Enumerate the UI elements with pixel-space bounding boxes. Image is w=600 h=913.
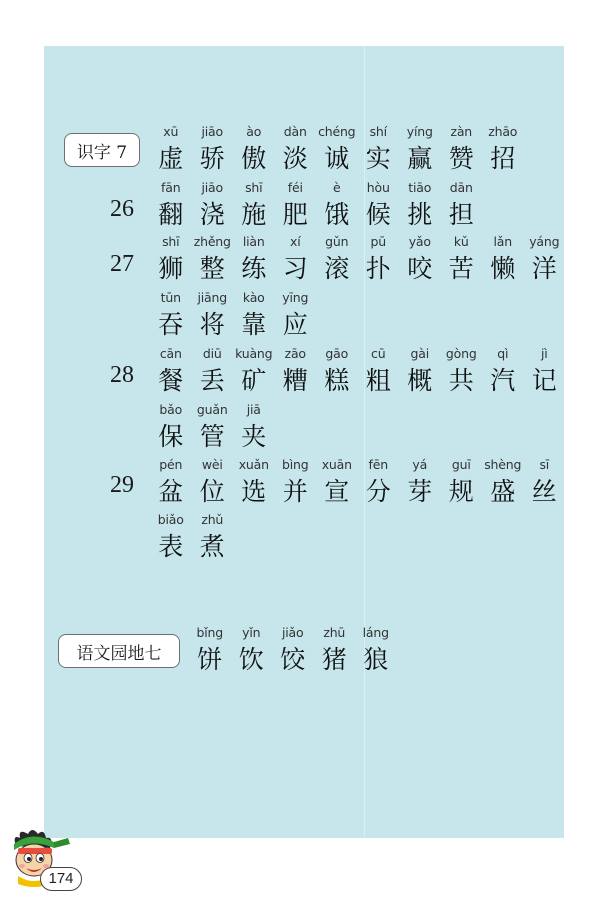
- hanzi: 练: [241, 254, 267, 283]
- hanzi: 饮: [238, 645, 264, 674]
- hanzi: 饼: [197, 645, 223, 674]
- char-cell: [150, 455, 192, 509]
- pinyin: yǐn: [242, 625, 261, 640]
- hanzi: 宣: [324, 477, 350, 506]
- pinyin: kuàng: [235, 346, 273, 361]
- char-cell: [275, 288, 317, 342]
- hanzi: 表: [158, 532, 184, 561]
- char-cell: [192, 344, 234, 398]
- char-cell: [233, 232, 275, 286]
- pinyin: zhǔ: [201, 512, 224, 527]
- pinyin: gāo: [325, 346, 349, 361]
- char-cell: [358, 455, 400, 509]
- pinyin: pū: [370, 234, 386, 249]
- page-number: 174: [40, 867, 82, 891]
- hanzi: 咬: [407, 254, 433, 283]
- pinyin: féi: [287, 180, 303, 195]
- char-cell: [441, 455, 483, 509]
- hanzi: 虚: [158, 144, 184, 173]
- char-cell: [316, 178, 358, 232]
- char-cell: [233, 122, 275, 176]
- hanzi: 候: [365, 200, 391, 229]
- hanzi: 共: [448, 366, 474, 395]
- char-cell: [524, 455, 566, 509]
- pinyin: shèng: [484, 457, 522, 472]
- pinyin: cū: [371, 346, 386, 361]
- hanzi: 盆: [158, 477, 184, 506]
- pinyin: gǔn: [325, 234, 349, 249]
- char-row-26: [150, 178, 482, 232]
- hanzi: 夹: [241, 422, 267, 451]
- hanzi: 保: [158, 422, 184, 451]
- pinyin: fēn: [368, 457, 388, 472]
- char-cell: [275, 178, 317, 232]
- pinyin: zhū: [323, 625, 346, 640]
- pinyin: yáng: [529, 234, 560, 249]
- hanzi: 挑: [407, 200, 433, 229]
- pinyin: xuǎn: [238, 457, 269, 472]
- char-cell: [399, 178, 441, 232]
- hanzi: 餐: [158, 366, 184, 395]
- char-cell: [272, 623, 314, 677]
- hanzi: 应: [282, 310, 308, 339]
- pinyin: xí: [290, 234, 301, 249]
- char-cell: [441, 344, 483, 398]
- pinyin: kào: [242, 290, 265, 305]
- pinyin: jì: [540, 346, 548, 361]
- pinyin: xū: [163, 124, 179, 139]
- hanzi: 狮: [158, 254, 184, 283]
- char-cell: [441, 122, 483, 176]
- pinyin: zāo: [284, 346, 306, 361]
- char-row-yuwen-yuandi-7: [189, 623, 397, 677]
- hanzi: 滚: [324, 254, 350, 283]
- pinyin: zàn: [450, 124, 473, 139]
- char-cell: [275, 232, 317, 286]
- pinyin: liàn: [242, 234, 265, 249]
- char-cell: [482, 344, 524, 398]
- pinyin: wèi: [201, 457, 223, 472]
- pinyin: hòu: [366, 180, 390, 195]
- hanzi: 赞: [448, 144, 474, 173]
- char-cell: [399, 455, 441, 509]
- lesson-number-26: 26: [110, 196, 134, 222]
- char-cell: [358, 232, 400, 286]
- char-row-27-a: [150, 232, 565, 286]
- char-row-29-a: [150, 455, 565, 509]
- hanzi: 肥: [282, 200, 308, 229]
- hanzi: 糕: [324, 366, 350, 395]
- char-cell: [355, 623, 397, 677]
- char-cell: [399, 232, 441, 286]
- pinyin: zhāo: [488, 124, 518, 139]
- hanzi: 位: [199, 477, 225, 506]
- hanzi: 苦: [448, 254, 474, 283]
- hanzi: 概: [407, 366, 433, 395]
- pinyin: gài: [410, 346, 429, 361]
- char-cell: [150, 178, 192, 232]
- char-cell: [275, 122, 317, 176]
- hanzi: 矿: [241, 366, 267, 395]
- char-row-29-b: [150, 510, 233, 564]
- hanzi: 丝: [531, 477, 557, 506]
- char-cell: [233, 344, 275, 398]
- hanzi: 糟: [282, 366, 308, 395]
- char-cell: [482, 455, 524, 509]
- pinyin: guī: [451, 457, 471, 472]
- pinyin: jiāng: [197, 290, 227, 305]
- char-cell: [524, 232, 566, 286]
- hanzi: 记: [531, 366, 557, 395]
- char-cell: [358, 122, 400, 176]
- pinyin: yǎo: [408, 234, 431, 249]
- pinyin: sī: [539, 457, 550, 472]
- hanzi: 盛: [490, 477, 516, 506]
- char-cell: [316, 455, 358, 509]
- pinyin: bǐng: [196, 625, 223, 640]
- hanzi: 整: [199, 254, 225, 283]
- char-cell: [150, 232, 192, 286]
- pinyin: diū: [202, 346, 222, 361]
- pinyin: jiāo: [201, 124, 223, 139]
- pinyin: lǎn: [493, 234, 512, 249]
- pinyin: kǔ: [453, 234, 469, 249]
- pinyin: tiāo: [408, 180, 432, 195]
- hanzi: 翻: [158, 200, 184, 229]
- hanzi: 傲: [241, 144, 267, 173]
- pinyin: jiāo: [201, 180, 223, 195]
- hanzi: 施: [241, 200, 267, 229]
- pinyin: xuān: [321, 457, 352, 472]
- char-cell: [358, 344, 400, 398]
- hanzi: 靠: [241, 310, 267, 339]
- hanzi: 洋: [531, 254, 557, 283]
- char-cell: [233, 288, 275, 342]
- char-cell: [192, 232, 234, 286]
- pinyin: è: [333, 180, 341, 195]
- pinyin: shí: [369, 124, 387, 139]
- char-cell: [316, 232, 358, 286]
- char-cell: [150, 510, 192, 564]
- hanzi: 浇: [199, 200, 225, 229]
- char-cell: [150, 400, 192, 454]
- pinyin: chéng: [318, 124, 356, 139]
- char-cell: [482, 122, 524, 176]
- char-cell: [316, 344, 358, 398]
- hanzi: 选: [241, 477, 267, 506]
- hanzi: 诚: [324, 144, 350, 173]
- char-row-28-b: [150, 400, 275, 454]
- hanzi: 饺: [280, 645, 306, 674]
- char-row-28-a: [150, 344, 565, 398]
- char-cell: [189, 623, 231, 677]
- hanzi: 招: [490, 144, 516, 173]
- pinyin: yīng: [282, 290, 309, 305]
- hanzi: 赢: [407, 144, 433, 173]
- char-cell: [441, 232, 483, 286]
- hanzi: 分: [365, 477, 391, 506]
- char-cell: [192, 400, 234, 454]
- pinyin: pén: [159, 457, 183, 472]
- char-cell: [233, 400, 275, 454]
- pinyin: zhěng: [193, 234, 231, 249]
- hanzi: 芽: [407, 477, 433, 506]
- char-cell: [275, 455, 317, 509]
- pinyin: biǎo: [157, 512, 184, 527]
- hanzi: 粗: [365, 366, 391, 395]
- pinyin: ào: [246, 124, 262, 139]
- char-cell: [314, 623, 356, 677]
- hanzi: 吞: [158, 310, 184, 339]
- pinyin: láng: [362, 625, 389, 640]
- hanzi: 骄: [199, 144, 225, 173]
- char-cell: [150, 122, 192, 176]
- char-cell: [275, 344, 317, 398]
- hanzi: 管: [199, 422, 225, 451]
- hanzi: 习: [282, 254, 308, 283]
- section-label-yuwen-yuandi-7: 语文园地七: [58, 634, 180, 668]
- char-cell: [192, 288, 234, 342]
- char-cell: [358, 178, 400, 232]
- pinyin: dàn: [283, 124, 307, 139]
- char-cell: [233, 178, 275, 232]
- char-cell: [192, 455, 234, 509]
- lesson-number-28: 28: [110, 362, 134, 388]
- pinyin: yá: [412, 457, 428, 472]
- char-cell: [150, 344, 192, 398]
- char-cell: [231, 623, 273, 677]
- hanzi: 猪: [321, 645, 347, 674]
- hanzi: 并: [282, 477, 308, 506]
- pinyin: bǎo: [159, 402, 183, 417]
- char-row-27-b: [150, 288, 316, 342]
- char-row-shizi7: [150, 122, 524, 176]
- char-cell: [399, 122, 441, 176]
- char-cell: [192, 510, 234, 564]
- char-cell: [192, 122, 234, 176]
- hanzi: 懒: [490, 254, 516, 283]
- hanzi: 汽: [490, 366, 516, 395]
- char-cell: [192, 178, 234, 232]
- pinyin: fān: [161, 180, 181, 195]
- hanzi: 担: [448, 200, 474, 229]
- lesson-number-29: 29: [110, 472, 134, 498]
- pinyin: yíng: [406, 124, 433, 139]
- hanzi: 煮: [199, 532, 225, 561]
- pinyin: shī: [162, 234, 180, 249]
- hanzi: 饿: [324, 200, 350, 229]
- pinyin: jiā: [246, 402, 261, 417]
- hanzi: 扑: [365, 254, 391, 283]
- char-cell: [150, 288, 192, 342]
- section-label-shizi7: 识字 7: [64, 133, 140, 167]
- hanzi: 规: [448, 477, 474, 506]
- hanzi: 将: [199, 310, 225, 339]
- pinyin: gòng: [445, 346, 477, 361]
- pinyin: tūn: [160, 290, 181, 305]
- char-cell: [441, 178, 483, 232]
- char-cell: [316, 122, 358, 176]
- pinyin: guǎn: [196, 402, 228, 417]
- hanzi: 实: [365, 144, 391, 173]
- pinyin: jiǎo: [282, 625, 304, 640]
- pinyin: qì: [497, 346, 509, 361]
- lesson-number-27: 27: [110, 251, 134, 277]
- pinyin: bìng: [282, 457, 309, 472]
- hanzi: 丢: [199, 366, 225, 395]
- char-cell: [482, 232, 524, 286]
- pinyin: shī: [245, 180, 263, 195]
- char-cell: [233, 455, 275, 509]
- char-cell: [399, 344, 441, 398]
- char-cell: [524, 344, 566, 398]
- hanzi: 狼: [363, 645, 389, 674]
- pinyin: dān: [449, 180, 473, 195]
- pinyin: cān: [159, 346, 182, 361]
- hanzi: 淡: [282, 144, 308, 173]
